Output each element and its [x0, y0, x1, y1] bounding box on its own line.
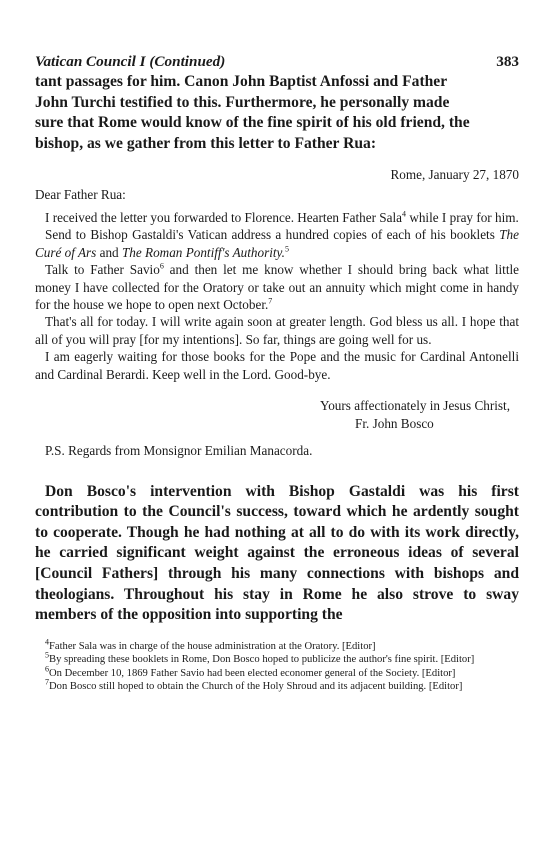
footnote-text: On December 10, 1869 Father Savio had been elected economer general of the Society. [Editor] — [49, 667, 456, 679]
body-paragraph: Don Bosco's intervention with Bishop Gastaldi was his first contribution to the Council's success, toward which he ardently sought to cooperate. Though he had nothing at all to do with its work directly, he carried significant weight against the erroneous ideas of several [Council Fathers] through his many connections with bishops and theologians. Throughout his stay in Rome he also strove to sway members of the opposition into supporting the — [35, 482, 519, 624]
footnotes — [35, 637, 519, 694]
letter-salutation: Dear Father Rua: — [35, 186, 126, 202]
running-header — [35, 52, 519, 72]
intro-line: sure that Rome would know of the fine spirit of his old friend, the — [35, 114, 470, 131]
letter-text: Talk to Father Savio — [45, 262, 160, 278]
letter-date: Rome, January 27, 1870 — [390, 167, 519, 182]
page-number: 383 — [496, 53, 519, 70]
footnote-text: Father Sala was in charge of the house administration at the Oratory. [Editor] — [49, 640, 376, 652]
footnote-ref: 6 — [159, 261, 164, 271]
letter-text: and — [96, 244, 122, 260]
book-page — [35, 52, 519, 693]
intro-line: tant passages for him. Canon John Baptist Anfossi and Father — [35, 73, 448, 90]
intro-line: John Turchi testified to this. Furthermore, he personally made — [35, 93, 450, 111]
letter-body — [35, 209, 519, 383]
intro-line: bishop, as we gather from this letter to Father Rua: — [35, 134, 377, 152]
book-title: The Curé of Ars — [35, 227, 519, 260]
closing-line: Yours affectionately in Jesus Christ, — [320, 398, 510, 414]
book-title: The Roman Pontiff's Authority. — [121, 244, 285, 260]
footnote-ref: 5 — [284, 244, 289, 254]
footnote — [35, 677, 519, 693]
footnote — [35, 664, 519, 680]
letter-closing — [35, 397, 519, 432]
running-title: Vatican Council I (Continued) — [35, 53, 226, 70]
intro-text — [35, 72, 519, 154]
letter-text: Send to Bishop Gastaldi's Vatican address a hundred copies of each of his booklets — [45, 227, 500, 243]
footnote-number: 5 — [45, 650, 49, 660]
letter-paragraph: That's all for today. I will write again soon at greater length. God bless us all. I hope that all of you will pray [for my intentions]. So far, things are going well for us. — [35, 314, 519, 347]
footnote — [35, 650, 519, 666]
letter-text: I received the letter you forwarded to Florence. Hearten Father Sala — [45, 210, 403, 225]
letter-paragraph — [35, 209, 519, 226]
postscript: P.S. Regards from Monsignor Emilian Manacorda. — [45, 443, 313, 459]
letter-text: and then let me know whether I should bring back what little money I have collected for the Oratory or take out an annuity which might come in handy for the house we hope to open next October. — [35, 262, 520, 313]
letter-paragraph — [35, 261, 519, 313]
footnote — [35, 637, 519, 653]
footnote-number: 6 — [45, 664, 49, 673]
footnote-ref: 7 — [268, 296, 273, 306]
letter-paragraph — [35, 226, 519, 261]
footnote-number: 7 — [45, 677, 49, 687]
footnote-text: By spreading these booklets in Rome, Don Bosco hoped to publicize the author's fine spirit. [Editor] — [49, 654, 475, 666]
letter-text: while I pray for him. — [406, 210, 519, 225]
letter-paragraph: I am eagerly waiting for those books for the Pope and the music for Cardinal Antonelli and Cardinal Berardi. Keep well in the Lord. Good-bye. — [35, 349, 519, 382]
footnote-text: Don Bosco still hoped to obtain the Church of the Holy Shroud and its adjacent building. [Editor] — [49, 680, 463, 692]
signature: Fr. John Bosco — [355, 415, 434, 431]
body-text — [35, 482, 519, 626]
footnote-number: 4 — [45, 637, 49, 647]
footnote-ref: 4 — [402, 209, 407, 219]
